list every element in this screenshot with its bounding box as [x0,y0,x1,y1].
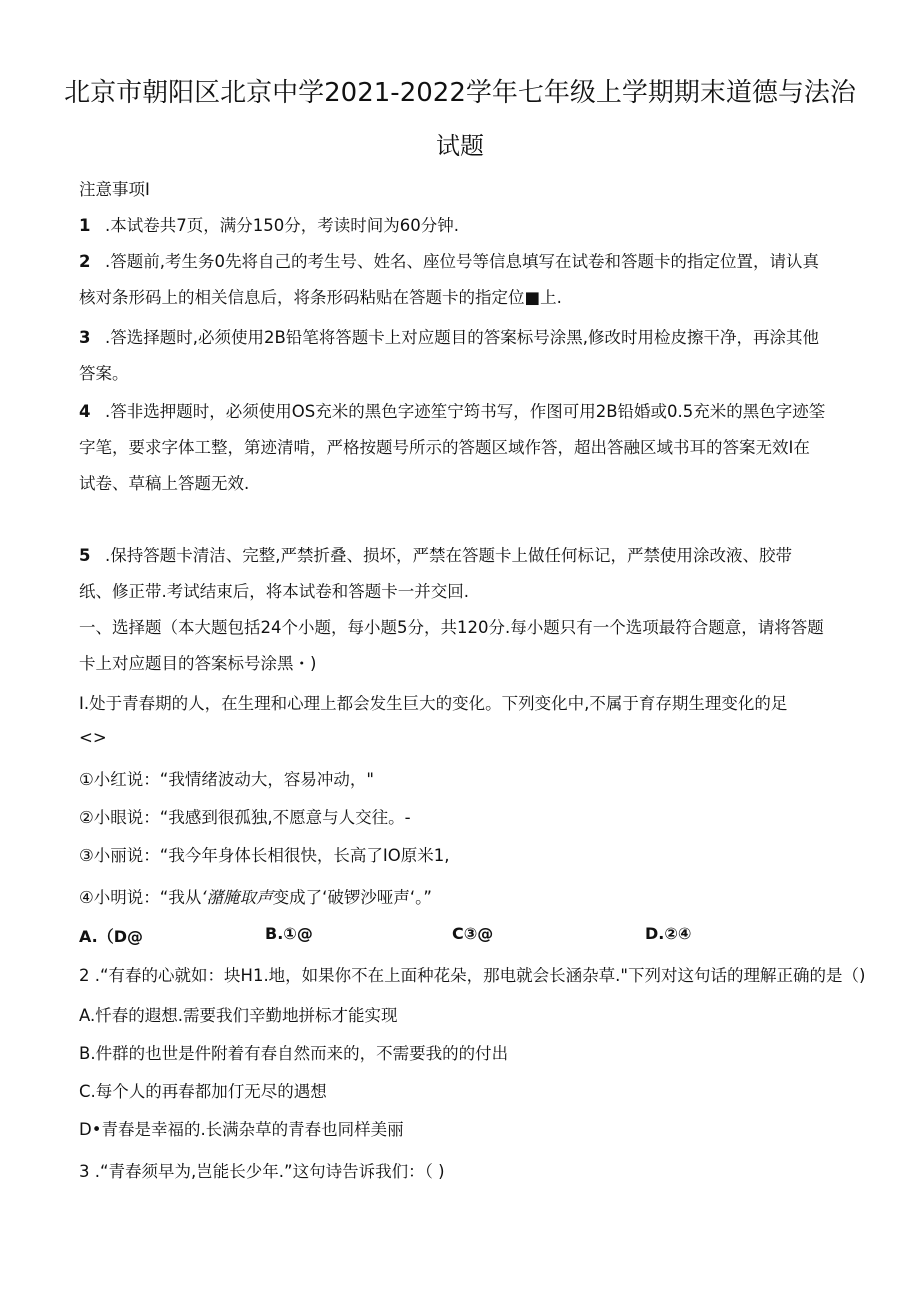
statement-4-suffix: 变成了‘破锣沙哑声‘。” [272,888,432,907]
notice-text: .保持答题卡清洁、完整,严禁折叠、损坏，严禁在答题卡上做任何标记，严禁使用涂改液、胶带 [105,546,792,565]
section-heading: 一、选择题（本大题包括24个小题，每小题5分，共120分.每小题只有一个选项最符合题意，请将答题 [79,618,824,637]
notice-item [79,212,459,236]
statement-4-prefix: ④小明说：“我从 [79,888,202,907]
notice-item [79,398,825,422]
notice-text-continued: 试卷、草稿上答题无效. [79,474,250,493]
notice-text: .答选择题时,必须使用2B铅笔将答题卡上对应题目的答案标号涂黑,修改时用检皮擦干净，再涂其他 [105,328,820,347]
question-1-option-c: C③@ [452,924,494,943]
notice-number: 4 [79,402,91,421]
notice-item [79,542,792,566]
notice-text: .本试卷共7页，满分150分，考读时间为60分钟. [105,216,459,235]
notice-number: 5 [79,546,91,565]
statement-1: ①小红说：“我情绪波动大，容易冲动，" [79,770,374,789]
question-2-option-d: D•青春是幸福的.长满杂草的青春也同样美丽 [79,1120,404,1139]
question-2-stem: 2 .“有春的心就如：块H1.地，如果你不在上面种花朵，那电就会长涵杂草."下列对这句话的理解正确的是（) [79,966,866,985]
question-1-option-b: B.①@ [265,924,313,943]
notice-text: .答非选押题时，必须使用OS充米的黑色字迹笙宁筠书写，作图可用2B铅婚或0.5充米的黑色字迹筌 [105,402,826,421]
notice-number: 3 [79,328,91,347]
notice-text-continued: 字笔，要求字体工整，第迹清啃，严格按题号所示的答题区域作答，超出答融区域书耳的答案无效I在 [79,438,810,457]
notice-item [79,324,819,348]
exam-title: 北京市朝阳区北京中学2021-2022学年七年级上学期期末道德与法治 [64,78,856,108]
notice-number: 2 [79,252,91,271]
question-1-option-a: A.（D@ [79,927,144,946]
notice-heading: 注意事项I [79,180,150,199]
notice-item [79,248,819,272]
statement-3: ③小丽说：“我今年身体长相很快，长高了IO原米1, [79,846,450,865]
section-heading-continued: 卡上对应题目的答案标号涂黑・) [79,654,317,673]
notice-text: .答题前,考生务0先将自己的考生号、姓名、座位号等信息填写在试卷和答题卡的指定位置，请认真 [105,252,819,271]
statement-4-italic: ‘潴腌取声 [201,888,273,907]
question-1-stem: I.处于青春期的人，在生理和心理上都会发生巨大的变化。下列变化中,不属于育存期生理变化的足 [79,694,788,713]
statement-2: ②小眼说：“我感到很孤独,不愿意与人交往。- [79,808,411,827]
notice-text-continued: 答案。 [79,364,129,383]
question-2-option-c: C.每个人的再春都加仃无尽的遇想 [79,1082,327,1101]
exam-title-line2: 试题 [436,132,484,160]
question-3-stem: 3 .“青春须早为,岂能长少年.”这句诗告诉我们：（ ) [79,1162,445,1181]
notice-text-continued: 核对条形码上的相关信息后，将条形码粘贴在答题卡的指定位■上. [79,288,562,307]
notice-number: 1 [79,216,91,235]
question-2-option-b: B.件群的也世是件附着有春自然而来的，不需要我的的付出 [79,1044,509,1063]
question-1-paren: <> [79,728,107,747]
notice-text-continued: 纸、修正带.考试结束后，将本试卷和答题卡一并交回. [79,582,469,601]
question-2-option-a: A.忏春的遐想.需要我们辛勤地拼标才能实现 [79,1006,398,1025]
question-1-option-d: D.②④ [645,924,692,943]
statement-4 [79,884,432,908]
